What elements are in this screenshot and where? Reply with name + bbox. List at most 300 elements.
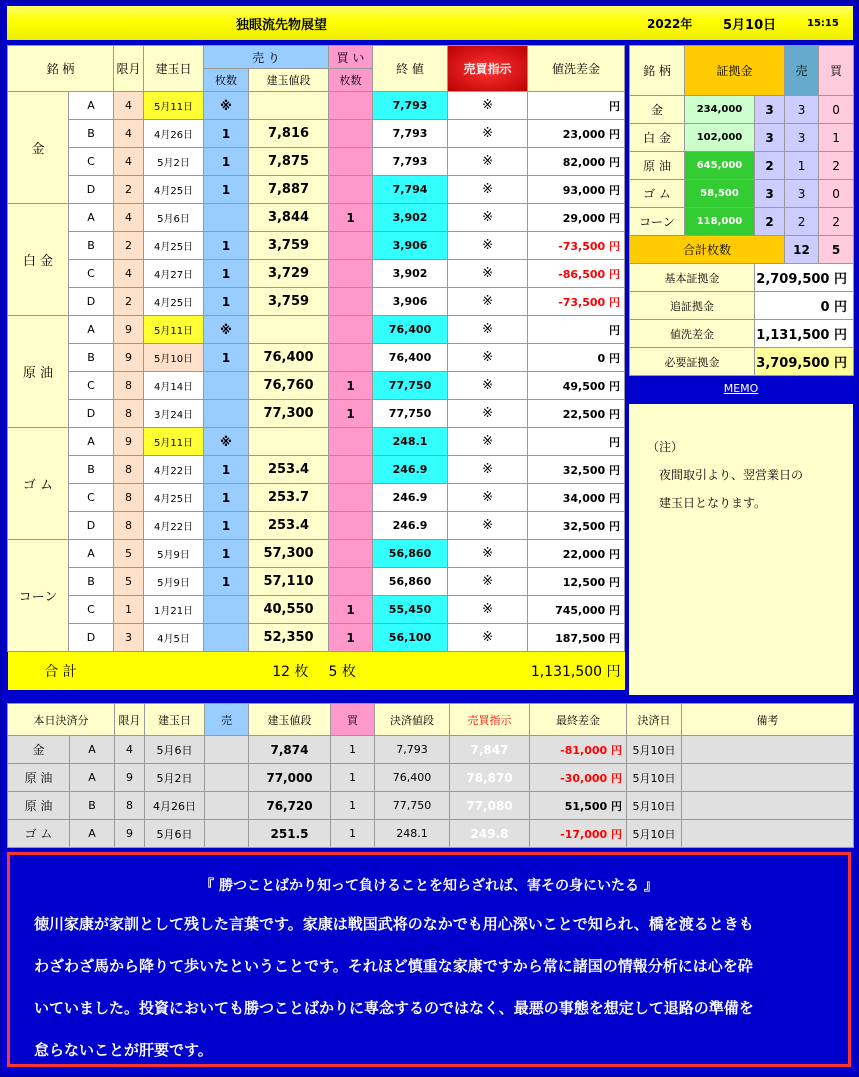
position-slot: A [69,428,114,456]
close-price: 246.9 [373,512,448,540]
close-price: 3,902 [373,204,448,232]
open-price [249,316,329,344]
signal-mark: ※ [448,288,528,316]
settled-open-date: 5月6日 [145,736,205,764]
totals-diff: 1,131,500 円 [448,652,625,691]
settled-month: 4 [115,736,145,764]
contract-month: 9 [114,428,144,456]
settled-commodity: ゴ ム [8,820,70,848]
signal-mark: ※ [448,568,528,596]
contract-month: 8 [114,484,144,512]
open-price: 3,759 [249,232,329,260]
position-row [8,204,625,232]
settled-header: 売買指示 [450,704,530,736]
margin-amount: 102,000 [685,124,755,152]
buy-qty: 1 [329,624,373,652]
mark-to-market: 49,500 円 [528,372,625,400]
close-price: 77,750 [373,400,448,428]
margin-total-label: 合計枚数 [630,236,785,264]
quote-box [7,852,851,1067]
contract-month: 2 [114,288,144,316]
settled-date: 5月10日 [627,820,682,848]
position-slot: A [69,540,114,568]
margin-header-buy: 買 [819,46,854,96]
open-date: 5月10日 [144,344,204,372]
open-date: 5月6日 [144,204,204,232]
settled-price: 7,793 [375,736,450,764]
settled-table [7,703,854,848]
sell-qty: 1 [204,120,249,148]
signal-mark: ※ [448,120,528,148]
commodity-name: コーン [8,540,69,652]
page-title: 独眼流先物展望 [236,17,328,33]
settled-signal: 7,847 [450,736,530,764]
position-row [8,176,625,204]
buy-qty [329,316,373,344]
signal-mark: ※ [448,540,528,568]
contract-month: 8 [114,372,144,400]
buy-qty [329,540,373,568]
settled-month: 9 [115,820,145,848]
close-price: 56,100 [373,624,448,652]
mark-to-market: 29,000 円 [528,204,625,232]
settled-buy: 1 [331,736,375,764]
buy-qty [329,92,373,120]
position-row [8,92,625,120]
sell-qty: 1 [204,288,249,316]
totals-buy: 5 枚 [329,652,448,691]
contract-month: 5 [114,540,144,568]
position-slot: C [69,260,114,288]
mark-to-market: 0 円 [528,344,625,372]
buy-qty: 1 [329,372,373,400]
contract-month: 8 [114,400,144,428]
settled-row [8,820,854,848]
settled-open-price: 7,874 [249,736,331,764]
margin-header-name: 銘 柄 [630,46,685,96]
margin-row [630,180,854,208]
position-slot: B [69,344,114,372]
title-time: 15:15 [807,17,839,29]
signal-mark: ※ [448,260,528,288]
col-header-signal: 売買指示 [448,46,528,92]
settled-date: 5月10日 [627,736,682,764]
mark-to-market: 82,000 円 [528,148,625,176]
open-price: 253.7 [249,484,329,512]
open-price: 57,110 [249,568,329,596]
col-header-buy-qty: 枚数 [329,69,373,92]
settled-final-diff: -17,000 円 [530,820,627,848]
contract-month: 8 [114,456,144,484]
margin-amount: 645,000 [685,152,755,180]
signal-mark: ※ [448,596,528,624]
position-row [8,400,625,428]
position-slot: C [69,596,114,624]
settled-header: 限月 [115,704,145,736]
close-price: 56,860 [373,540,448,568]
open-price: 40,550 [249,596,329,624]
close-price: 76,400 [373,316,448,344]
settled-open-date: 5月6日 [145,820,205,848]
position-row [8,624,625,652]
settled-signal: 78,870 [450,764,530,792]
sell-qty [204,204,249,232]
buy-qty [329,428,373,456]
mark-to-market: 34,000 円 [528,484,625,512]
settled-commodity: 原 油 [8,792,70,820]
signal-mark: ※ [448,176,528,204]
sell-qty: 1 [204,484,249,512]
margin-row [630,96,854,124]
open-price: 7,875 [249,148,329,176]
settled-price: 77,750 [375,792,450,820]
quote-line: 怠らないことが肝要です。 [34,1041,213,1059]
margin-row [630,124,854,152]
settled-final-diff: -30,000 円 [530,764,627,792]
sell-qty: 1 [204,456,249,484]
position-slot: D [69,288,114,316]
margin-header-sell: 売 [785,46,819,96]
settled-buy: 1 [331,764,375,792]
sell-qty: 1 [204,344,249,372]
margin-summary-row [630,348,854,376]
position-slot: D [69,624,114,652]
buy-qty [329,512,373,540]
settled-slot: A [70,736,115,764]
open-date: 4月25日 [144,176,204,204]
settled-buy: 1 [331,820,375,848]
title-year: 2022年 [647,16,693,31]
contract-month: 5 [114,568,144,596]
col-header-name: 銘 柄 [8,46,114,92]
totals-sell: 12 枚 [114,652,329,691]
settled-open-price: 251.5 [249,820,331,848]
position-slot: A [69,316,114,344]
totals-label: 合 計 [8,652,114,691]
sell-qty [204,596,249,624]
position-slot: B [69,232,114,260]
settled-header: 建玉日 [145,704,205,736]
open-price: 253.4 [249,456,329,484]
mark-to-market: -73,500 円 [528,232,625,260]
contract-month: 4 [114,260,144,288]
quote-line: 徳川家康が家訓として残した言葉です。家康は戦国武将のなかでも用心深いことで知られ、橋を渡るときも [34,915,754,933]
buy-qty [329,148,373,176]
title-bar [7,6,853,40]
settled-header: 本日決済分 [8,704,115,736]
margin-commodity: 原 油 [630,152,685,180]
position-row [8,540,625,568]
settled-open-price: 76,720 [249,792,331,820]
position-slot: C [69,148,114,176]
mark-to-market: 23,000 円 [528,120,625,148]
signal-mark: ※ [448,484,528,512]
close-price: 56,860 [373,568,448,596]
settled-header: 売 [205,704,249,736]
commodity-name: 金 [8,92,69,204]
margin-commodity: ゴ ム [630,180,685,208]
summary-amount: 0 円 [755,292,854,320]
settled-note [682,820,854,848]
margin-sell: 2 [785,208,819,236]
quote-line: わざわざ馬から降りて歩いたということです。それほど慎重な家康ですから常に諸国の情報分析には心を砕 [34,957,753,975]
title-date: 5月10日 [723,17,777,33]
open-price: 3,844 [249,204,329,232]
open-price: 7,887 [249,176,329,204]
settled-final-diff: 51,500 円 [530,792,627,820]
settled-slot: A [70,820,115,848]
settled-slot: B [70,792,115,820]
open-date: 1月21日 [144,596,204,624]
margin-amount: 58,500 [685,180,755,208]
position-row [8,344,625,372]
memo-box [629,404,853,695]
contract-month: 8 [114,512,144,540]
sell-qty: 1 [204,568,249,596]
settled-commodity: 原 油 [8,764,70,792]
buy-qty [329,232,373,260]
margin-row [630,208,854,236]
signal-mark: ※ [448,316,528,344]
sell-qty: 1 [204,540,249,568]
close-price: 7,794 [373,176,448,204]
position-slot: D [69,512,114,540]
margin-amount: 234,000 [685,96,755,124]
close-price: 7,793 [373,148,448,176]
contract-month: 9 [114,344,144,372]
settled-header: 買 [331,704,375,736]
settled-header: 備考 [682,704,854,736]
margin-amount: 118,000 [685,208,755,236]
signal-mark: ※ [448,428,528,456]
signal-mark: ※ [448,512,528,540]
settled-price: 248.1 [375,820,450,848]
totals-row [8,652,625,691]
mark-to-market: 22,000 円 [528,540,625,568]
close-price: 3,906 [373,232,448,260]
mark-to-market: 745,000 円 [528,596,625,624]
col-header-diff: 値洗差金 [528,46,625,92]
margin-header-margin: 証拠金 [685,46,785,96]
margin-sell: 1 [785,152,819,180]
close-price: 248.1 [373,428,448,456]
memo-link[interactable]: MEMO [723,382,759,395]
margin-total-buy: 5 [819,236,854,264]
sell-qty: 1 [204,260,249,288]
settled-open-date: 5月2日 [145,764,205,792]
sell-qty: ※ [204,316,249,344]
signal-mark: ※ [448,456,528,484]
col-header-open-date: 建玉日 [144,46,204,92]
position-row [8,316,625,344]
signal-mark: ※ [448,400,528,428]
margin-commodity: コーン [630,208,685,236]
position-slot: D [69,400,114,428]
open-price: 253.4 [249,512,329,540]
mark-to-market: 12,500 円 [528,568,625,596]
mark-to-market: -73,500 円 [528,288,625,316]
open-date: 4月26日 [144,120,204,148]
open-date: 5月9日 [144,568,204,596]
sell-qty: 1 [204,232,249,260]
contract-month: 1 [114,596,144,624]
open-date: 5月9日 [144,540,204,568]
open-price: 7,816 [249,120,329,148]
open-price: 77,300 [249,400,329,428]
position-row [8,372,625,400]
margin-sell: 3 [785,124,819,152]
open-price: 3,729 [249,260,329,288]
memo-line: （注） [647,440,684,454]
open-date: 4月25日 [144,484,204,512]
settled-open-date: 4月26日 [145,792,205,820]
settled-sell [205,736,249,764]
sell-qty: ※ [204,92,249,120]
open-date: 3月24日 [144,400,204,428]
open-date: 4月25日 [144,232,204,260]
close-price: 3,906 [373,288,448,316]
position-row [8,148,625,176]
close-price: 77,750 [373,372,448,400]
col-header-open-price: 建玉値段 [249,69,329,92]
buy-qty [329,260,373,288]
settled-signal: 77,080 [450,792,530,820]
position-row [8,596,625,624]
summary-label: 必要証拠金 [630,348,755,376]
contract-month: 4 [114,204,144,232]
memo-line: 建玉日となります。 [659,496,767,510]
position-slot: A [69,204,114,232]
margin-sell: 3 [785,96,819,124]
position-row [8,456,625,484]
buy-qty [329,484,373,512]
contract-month: 4 [114,120,144,148]
sell-qty: 1 [204,176,249,204]
col-header-month: 限月 [114,46,144,92]
margin-row [630,152,854,180]
settled-header: 決済値段 [375,704,450,736]
mark-to-market: 円 [528,428,625,456]
position-slot: C [69,484,114,512]
settled-month: 9 [115,764,145,792]
margin-commodity: 金 [630,96,685,124]
margin-sell: 3 [785,180,819,208]
sell-qty: 1 [204,148,249,176]
position-slot: D [69,176,114,204]
col-header-buy: 買 い [329,46,373,69]
quote-line: いていました。投資においても勝つことばかりに専念するのではなく、最悪の事態を想定して退路の準備を [34,999,754,1017]
margin-count: 3 [755,180,785,208]
buy-qty [329,288,373,316]
settled-row [8,736,854,764]
position-row [8,288,625,316]
contract-month: 9 [114,316,144,344]
contract-month: 2 [114,232,144,260]
open-date: 4月14日 [144,372,204,400]
open-price: 76,760 [249,372,329,400]
mark-to-market: 187,500 円 [528,624,625,652]
settled-signal: 249.8 [450,820,530,848]
sell-qty [204,624,249,652]
close-price: 246.9 [373,456,448,484]
margin-summary-row [630,292,854,320]
mark-to-market: 32,500 円 [528,512,625,540]
margin-buy: 2 [819,208,854,236]
position-slot: B [69,456,114,484]
open-date: 5月11日 [144,316,204,344]
settled-header: 建玉値段 [249,704,331,736]
open-price [249,92,329,120]
commodity-name: 原 油 [8,316,69,428]
margin-buy: 1 [819,124,854,152]
mark-to-market: 93,000 円 [528,176,625,204]
settled-final-diff: -81,000 円 [530,736,627,764]
close-price: 7,793 [373,120,448,148]
settled-header: 決済日 [627,704,682,736]
summary-label: 追証拠金 [630,292,755,320]
mark-to-market: -86,500 円 [528,260,625,288]
settled-sell [205,792,249,820]
position-slot: B [69,568,114,596]
margin-buy: 2 [819,152,854,180]
settled-row [8,764,854,792]
margin-panel [629,45,854,376]
open-date: 4月22日 [144,456,204,484]
close-price: 55,450 [373,596,448,624]
buy-qty [329,344,373,372]
open-date: 5月11日 [144,428,204,456]
contract-month: 3 [114,624,144,652]
position-slot: A [69,92,114,120]
contract-month: 2 [114,176,144,204]
mark-to-market: 円 [528,92,625,120]
position-row [8,232,625,260]
settled-sell [205,820,249,848]
mark-to-market: 22,500 円 [528,400,625,428]
positions-table [7,45,625,690]
buy-qty [329,456,373,484]
margin-count: 3 [755,96,785,124]
settled-row [8,792,854,820]
settled-open-price: 77,000 [249,764,331,792]
col-header-sell: 売 り [204,46,329,69]
signal-mark: ※ [448,624,528,652]
summary-amount: 3,709,500 円 [755,348,854,376]
margin-total-sell: 12 [785,236,819,264]
settled-commodity: 金 [8,736,70,764]
margin-summary-row [630,320,854,348]
close-price: 7,793 [373,92,448,120]
settled-date: 5月10日 [627,764,682,792]
contract-month: 4 [114,92,144,120]
open-date: 4月25日 [144,288,204,316]
open-date: 4月27日 [144,260,204,288]
margin-commodity: 白 金 [630,124,685,152]
open-price: 57,300 [249,540,329,568]
summary-label: 値洗差金 [630,320,755,348]
settled-sell [205,764,249,792]
open-date: 5月11日 [144,92,204,120]
col-header-sell-qty: 枚数 [204,69,249,92]
margin-summary-row [630,264,854,292]
position-row [8,484,625,512]
position-row [8,428,625,456]
col-header-close: 終 値 [373,46,448,92]
settled-month: 8 [115,792,145,820]
memo-line: 夜間取引より、翌営業日の [659,468,804,482]
close-price: 246.9 [373,484,448,512]
settled-slot: A [70,764,115,792]
